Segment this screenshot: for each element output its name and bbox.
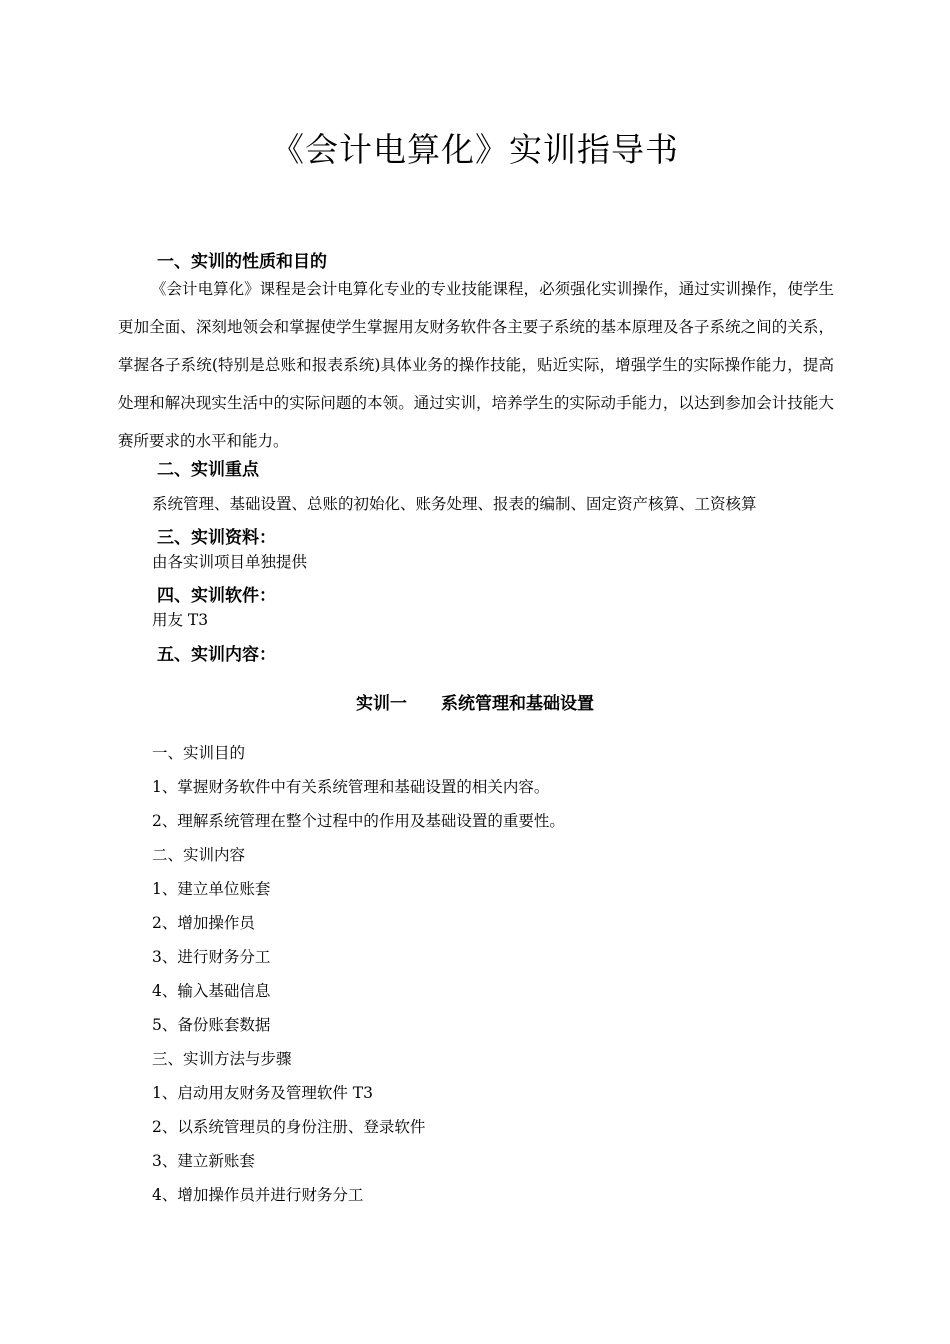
section-heading-content: 五、实训内容：	[157, 645, 276, 665]
training1-line: 2、以系统管理员的身份注册、登录软件	[152, 1118, 426, 1136]
section-body-nature-purpose: 《会计电算化》课程是会计电算化专业的专业技能课程，必须强化实训操作，通过实训操作，使学生更加全面、深刻地领会和掌握使学生掌握用友财务软件各主要子系统的基本原理及各子系统之间的关系，掌握各子系统(特别是总账和报表系统)具体业务的操作技能，贴近实际，增强学生的实际操作能力，提高处理和解决现实生活中的实际问题的本领。通过实训，培养学生的实际动手能力，以达到参加会计技能大赛所要求的水平和能力。	[118, 280, 834, 450]
section-heading-key-points: 二、实训重点	[157, 460, 259, 480]
document-title: 《会计电算化》实训指导书	[271, 130, 679, 169]
training1-line: 1、建立单位账套	[152, 880, 271, 898]
training1-line: 一、实训目的	[152, 744, 246, 762]
training1-line: 2、增加操作员	[152, 914, 255, 932]
section-heading-nature-purpose: 一、实训的性质和目的	[157, 252, 327, 272]
training1-line: 4、增加操作员并进行财务分工	[152, 1186, 364, 1204]
training1-line: 1、掌握财务软件中有关系统管理和基础设置的相关内容。	[152, 778, 550, 796]
training1-line: 5、备份账套数据	[152, 1016, 271, 1034]
training1-line: 3、建立新账套	[152, 1152, 255, 1170]
section-body-software: 用友 T3	[152, 611, 209, 629]
section-body-key-points: 系统管理、基础设置、总账的初始化、账务处理、报表的编制、固定资产核算、工资核算	[152, 495, 757, 513]
training1-line: 4、输入基础信息	[152, 982, 271, 1000]
section-heading-materials: 三、实训资料：	[157, 528, 276, 548]
training1-line: 1、启动用友财务及管理软件 T3	[152, 1084, 373, 1102]
training1-line: 三、实训方法与步骤	[152, 1050, 292, 1068]
training1-line: 3、进行财务分工	[152, 948, 271, 966]
section-body-materials: 由各实训项目单独提供	[152, 553, 308, 571]
section-heading-software: 四、实训软件：	[157, 586, 276, 606]
training1-line: 2、理解系统管理在整个过程中的作用及基础设置的重要性。	[152, 812, 565, 830]
training1-line: 二、实训内容	[152, 846, 246, 864]
training1-heading: 实训一 系统管理和基础设置	[356, 694, 594, 714]
